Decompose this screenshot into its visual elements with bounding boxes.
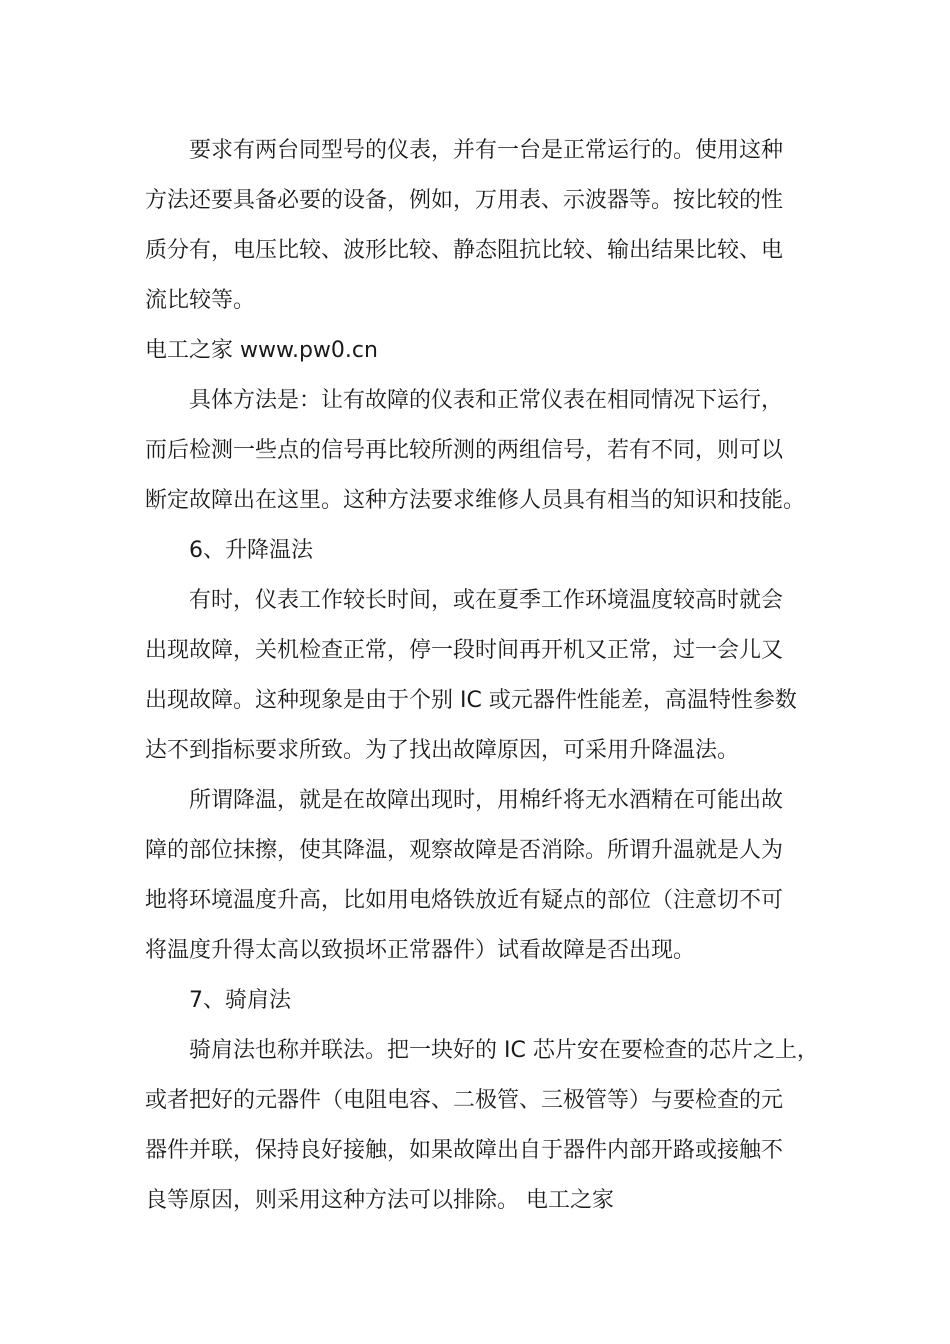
text-line: 要求有两台同型号的仪表，并有一台是正常运行的。使用这种 (189, 138, 784, 163)
text-line: 7、骑肩法 (189, 988, 291, 1013)
text-line: 地将环境温度升高，比如用电烙铁放近有疑点的部位（注意切不可 (145, 888, 784, 913)
text-line: 6、升降温法 (189, 538, 313, 563)
text-line: 或者把好的元器件（电阻电容、二极管、三极管等）与要检查的元 (145, 1088, 784, 1113)
text-line: 质分有，电压比较、波形比较、静态阻抗比较、输出结果比较、电 (145, 238, 784, 263)
text-line: 电工之家 www.pw0.cn (145, 338, 378, 363)
text-line: 流比较等。 (145, 288, 256, 313)
text-line: 所谓降温，就是在故障出现时，用棉纤将无水酒精在可能出故 (189, 788, 784, 813)
text-line: 而后检测一些点的信号再比较所测的两组信号，若有不同，则可以 (145, 438, 784, 463)
text-line: 将温度升得太高以致损坏正常器件）试看故障是否出现。 (145, 938, 696, 963)
text-line: 有时，仪表工作较长时间，或在夏季工作环境温度较高时就会 (189, 588, 784, 613)
text-line: 骑肩法也称并联法。把一块好的 IC 芯片安在要检查的芯片之上， (189, 1038, 819, 1063)
text-line: 断定故障出在这里。这种方法要求维修人员具有相当的知识和技能。 (145, 488, 806, 513)
text-line: 良等原因，则采用这种方法可以排除。 电工之家 (145, 1188, 614, 1213)
text-line: 方法还要具备必要的设备，例如，万用表、示波器等。按比较的性 (145, 188, 784, 213)
text-line: 达不到指标要求所致。为了找出故障原因，可采用升降温法。 (145, 738, 740, 763)
text-line: 器件并联，保持良好接触，如果故障出自于器件内部开路或接触不 (145, 1138, 784, 1163)
text-line: 障的部位抹擦，使其降温，观察故障是否消除。所谓升温就是人为 (145, 838, 784, 863)
text-line: 出现故障，关机检查正常，停一段时间再开机又正常，过一会儿又 (145, 638, 784, 663)
text-line: 具体方法是：让有故障的仪表和正常仪表在相同情况下运行， (189, 388, 784, 413)
text-line: 出现故障。这种现象是由于个别 IC 或元器件性能差，高温特性参数 (145, 688, 797, 713)
document-body (145, 128, 819, 1228)
